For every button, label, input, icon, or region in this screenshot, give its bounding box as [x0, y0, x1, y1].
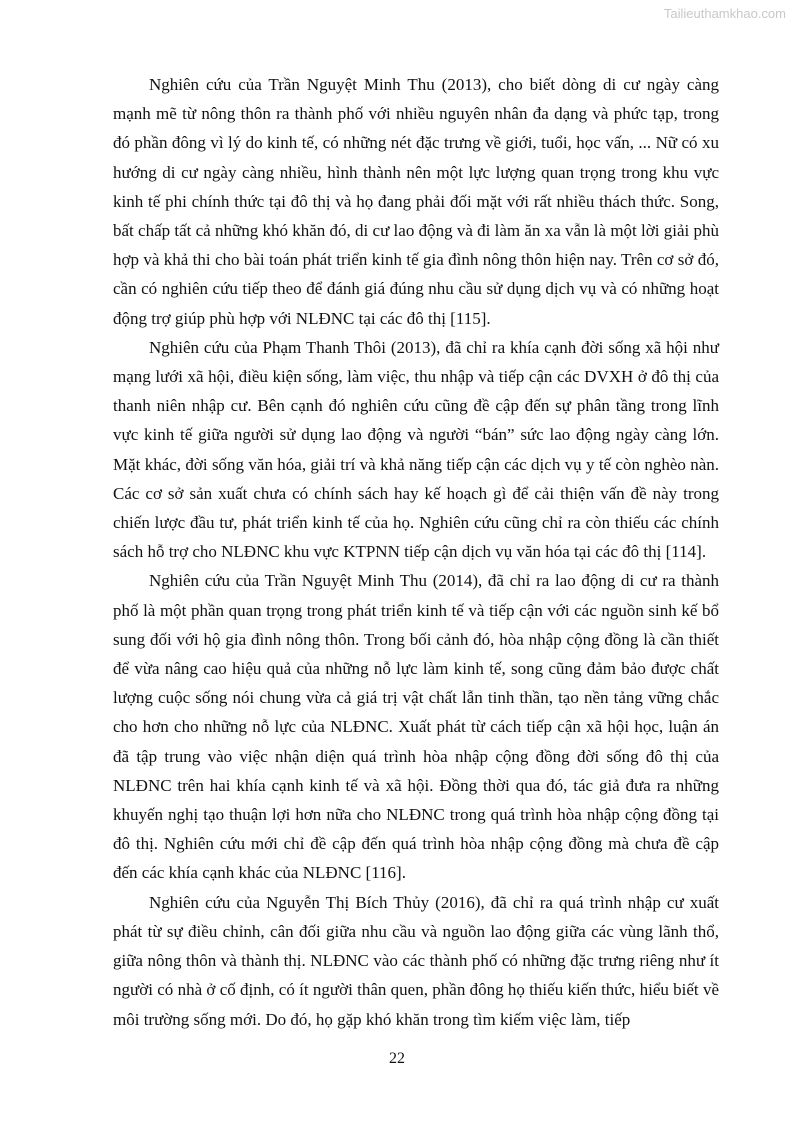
- page-number: 22: [389, 1050, 405, 1067]
- watermark: Tailieuthamkhao.com: [663, 6, 786, 21]
- body-text: [113, 70, 719, 1034]
- paragraph: Nghiên cứu của Trần Nguyệt Minh Thu (2014), đã chỉ ra lao động di cư ra thành phố là một phần quan trọng trong phát triển kinh tế và tiếp cận với các nguồn sinh kế bổ sung đối với hộ gia đình nông thôn. Trong bối cảnh đó, hòa nhập cộng đồng là cần thiết để vừa nâng cao hiệu quả của những nỗ lực làm kinh tế, song cũng đảm bảo được chất lượng cuộc sống nói chung vừa cả giá trị vật chất lẫn tinh thần, tạo nền tảng vững chắc cho hơn cho những nỗ lực của NLĐNC. Xuất phát từ cách tiếp cận xã hội học, luận án đã tập trung vào việc nhận diện quá trình hòa nhập cộng đồng đời sống đô thị của NLĐNC trên hai khía cạnh kinh tế và xã hội. Đồng thời qua đó, tác giả đưa ra những khuyến nghị tạo thuận lợi hơn nữa cho NLĐNC trong quá trình hòa nhập cộng đồng tại đô thị. Nghiên cứu mới chỉ đề cập đến quá trình hòa nhập cộng đồng mà chưa đề cập đến các khía cạnh khác của NLĐNC [116].: [113, 571, 719, 883]
- paragraph: Nghiên cứu của Phạm Thanh Thôi (2013), đã chỉ ra khía cạnh đời sống xã hội như mạng lưới xã hội, điều kiện sống, làm việc, thu nhập và tiếp cận các DVXH ở đô thị của thanh niên nhập cư. Bên cạnh đó nghiên cứu cũng đề cập đến sự phân tầng trong lĩnh vực kinh tế giữa người sử dụng lao động và người “bán” sức lao động ngày càng lớn. Mặt khác, đời sống văn hóa, giải trí và khả năng tiếp cận các dịch vụ y tế còn nghèo nàn. Các cơ sở sản xuất chưa có chính sách hay kế hoạch gì để cải thiện vấn đề này trong chiến lược đầu tư, phát triển kinh tế của họ. Nghiên cứu cũng chỉ ra còn thiếu các chính sách hỗ trợ cho NLĐNC khu vực KTPNN tiếp cận dịch vụ văn hóa tại các đô thị [114].: [113, 337, 719, 562]
- paragraph: Nghiên cứu của Nguyễn Thị Bích Thủy (2016), đã chỉ ra quá trình nhập cư xuất phát từ sự điều chỉnh, cân đối giữa nhu cầu và nguồn lao động giữa các vùng lãnh thổ, giữa nông thôn và thành thị. NLĐNC vào các thành phố có những đặc trưng riêng như ít người có nhà ở cố định, có ít người thân quen, phần đông họ thiếu kiến thức, hiểu biết về môi trường sống mới. Do đó, họ gặp khó khăn trong tìm kiếm việc làm, tiếp: [113, 892, 719, 1029]
- paragraph: Nghiên cứu của Trần Nguyệt Minh Thu (2013), cho biết dòng di cư ngày càng mạnh mẽ từ nông thôn ra thành phố với nhiều nguyên nhân đa dạng và phức tạp, trong đó phần đông vì lý do kinh tế, có những nét đặc trưng về giới, tuổi, học vấn, ... Nữ có xu hướng di cư ngày càng nhiều, hình thành nên một lực lượng quan trọng trong khu vực kinh tế phi chính thức tại đô thị và họ đang phải đối mặt với rất nhiều thách thức. Song, bất chấp tất cả những khó khăn đó, di cư lao động và đi làm ăn xa vẫn là một lời giải phù hợp và khả thi cho bài toán phát triển kinh tế gia đình nông thôn hiện nay. Trên cơ sở đó, cần có nghiên cứu tiếp theo để đánh giá đúng nhu cầu sử dụng dịch vụ và có những hoạt động trợ giúp phù hợp với NLĐNC tại các đô thị [115].: [113, 75, 719, 328]
